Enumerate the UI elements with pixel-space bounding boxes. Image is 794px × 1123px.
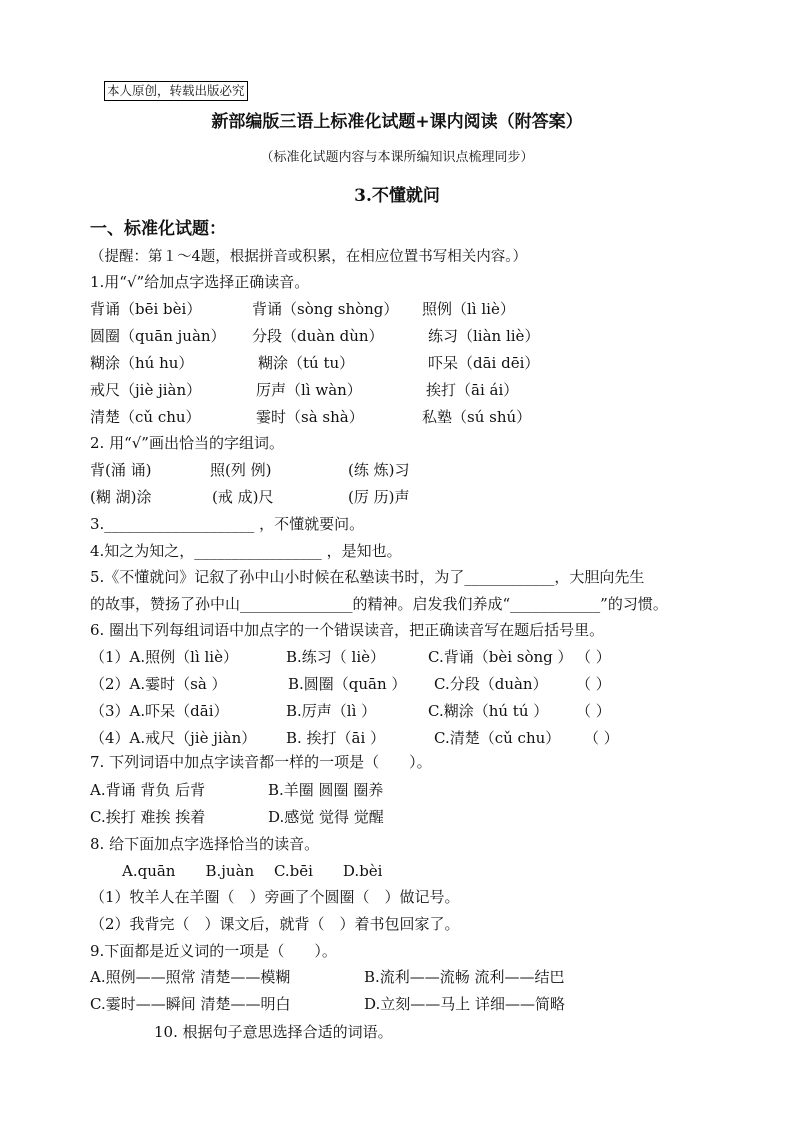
question-6-stem: 6. 圈出下列每组词语中加点字的一个错误读音，把正确读音写在题后括号里。: [90, 621, 605, 639]
lesson-title: 3.不懂就问: [354, 186, 440, 206]
answer-blank[interactable]: （ ）: [576, 675, 611, 693]
question-1-row: [90, 298, 754, 320]
answer-blank[interactable]: （ ）: [584, 729, 619, 747]
question-6-row: [90, 646, 754, 668]
question-9-stem: 9.下面都是近义词的一项是（ ）。: [90, 942, 337, 960]
instruction-hint: （提醒：第１～4题，根据拼音或积累，在相应位置书写相关内容。）: [90, 249, 527, 265]
pinyin-choice: 戒尺（jiè jiàn）: [90, 381, 202, 399]
question-2-row: [90, 486, 754, 508]
option-ab: A.照例——照常 清楚——模糊: [90, 968, 291, 986]
option-b: B.厉声（lì ）: [286, 702, 377, 720]
pinyin-choice: 霎时（sà shà）: [256, 408, 364, 426]
question-6-row: [90, 673, 754, 695]
char-choice: (厉 历)声: [348, 488, 410, 506]
question-7-row: [90, 779, 754, 801]
pinyin-choice: 圆圈（quān juàn）: [90, 327, 226, 345]
question-8-options: A.quān B.juàn C.bēi D.bèi: [122, 862, 383, 880]
question-1-row: [90, 325, 754, 347]
question-6-row: [90, 727, 754, 749]
question-2-stem: 2. 用“√”画出恰当的字组词。: [90, 434, 284, 452]
pinyin-choice: 练习（liàn liè）: [428, 327, 540, 345]
question-3: 3.____________________ ，不懂就要问。: [90, 515, 365, 533]
char-choice: (糊 湖)涂: [90, 488, 152, 506]
option-cd: C.霎时——瞬间 清楚——明白: [90, 995, 291, 1013]
option-a: （3）A.吓呆（dāi）: [90, 702, 229, 720]
option-ab: B.流利——流畅 流利——结巴: [364, 968, 565, 986]
option-b: B.圆圈（quān ）: [288, 675, 407, 693]
option-cd: D.立刻——马上 详细——简略: [364, 995, 566, 1013]
question-9-row: [90, 966, 754, 988]
option-a: （1）A.照例（lì liè）: [90, 648, 238, 666]
question-4: 4.知之为知之，_________________ ，是知也。: [90, 542, 402, 560]
page-title: 新部编版三语上标准化试题+课内阅读（附答案）: [211, 112, 583, 132]
question-7-stem: 7. 下列词语中加点字读音都一样的一项是（ ）。: [90, 753, 432, 771]
pinyin-choice: 背诵（bēi bèi）: [90, 300, 202, 318]
option-ab: A.背诵 背负 后背: [90, 781, 206, 799]
question-1-row: [90, 406, 754, 428]
question-7-row: [90, 806, 754, 828]
question-2-row: [90, 459, 754, 481]
option-a: （2）A.霎时（sà ）: [90, 675, 227, 693]
pinyin-choice: 糊涂（tú tu）: [258, 354, 355, 372]
char-choice: (练 炼)习: [348, 461, 410, 479]
pinyin-choice: 私塾（sú shú）: [422, 408, 532, 426]
option-c: C.糊涂（hú tú ）: [428, 702, 549, 720]
char-choice: (戒 成)尺: [212, 488, 274, 506]
pinyin-choice: 吓呆（dāi dēi）: [428, 354, 540, 372]
question-1-stem: 1.用“√”给加点字选择正确读音。: [90, 273, 310, 291]
question-8-stem: 8. 给下面加点字选择恰当的读音。: [90, 835, 320, 853]
answer-blank[interactable]: （ ）: [576, 648, 611, 666]
option-c: C.背诵（bèi sòng ）: [428, 648, 573, 666]
pinyin-choice: 挨打（āi ái）: [426, 381, 519, 399]
char-choice: 背(涌 诵): [90, 461, 152, 479]
option-b: B. 挨打（āi ）: [286, 729, 386, 747]
option-b: B.练习（ liè）: [286, 648, 386, 666]
question-10-stem: 10. 根据句子意思选择合适的词语。: [154, 1023, 393, 1041]
option-c: C.分段（duàn）: [434, 675, 548, 693]
char-choice: 照(列 例): [210, 461, 272, 479]
question-5-line: 5.《不懂就问》记叙了孙中山小时候在私塾读书时，为了____________，大胆向先生: [90, 568, 645, 586]
question-9-row: [90, 993, 754, 1015]
pinyin-choice: 背诵（sòng shòng）: [252, 300, 399, 318]
pinyin-choice: 分段（duàn dùn）: [252, 327, 384, 345]
section-heading: 一、标准化试题：: [90, 219, 226, 239]
page-subtitle: （标准化试题内容与本课所编知识点梳理同步）: [260, 150, 534, 165]
question-6-row: [90, 700, 754, 722]
option-ab: B.羊圈 圆圈 圈养: [268, 781, 384, 799]
question-8-sentence: （1）牧羊人在羊圈（ ）旁画了个圆圈（ ）做记号。: [90, 888, 460, 906]
question-8-sentence: （2）我背完（ ）课文后，就背（ ）着书包回家了。: [90, 915, 460, 933]
option-cd: D.感觉 觉得 觉醒: [268, 808, 384, 826]
copyright-stamp: 本人原创，转载出版必究: [104, 81, 248, 101]
question-1-row: [90, 352, 754, 374]
question-1-row: [90, 379, 754, 401]
pinyin-choice: 厉声（lì wàn）: [256, 381, 362, 399]
option-c: C.清楚（cǔ chu）: [434, 729, 561, 747]
question-5-line: 的故事，赞扬了孙中山_______________的精神。启发我们养成“____________”的习惯。: [90, 595, 668, 613]
pinyin-choice: 照例（lì liè）: [422, 300, 515, 318]
answer-blank[interactable]: （ ）: [576, 702, 611, 720]
option-cd: C.挨打 难挨 挨着: [90, 808, 206, 826]
pinyin-choice: 清楚（cǔ chu）: [90, 408, 201, 426]
option-a: （4）A.戒尺（jiè jiàn）: [90, 729, 257, 747]
pinyin-choice: 糊涂（hú hu）: [90, 354, 194, 372]
